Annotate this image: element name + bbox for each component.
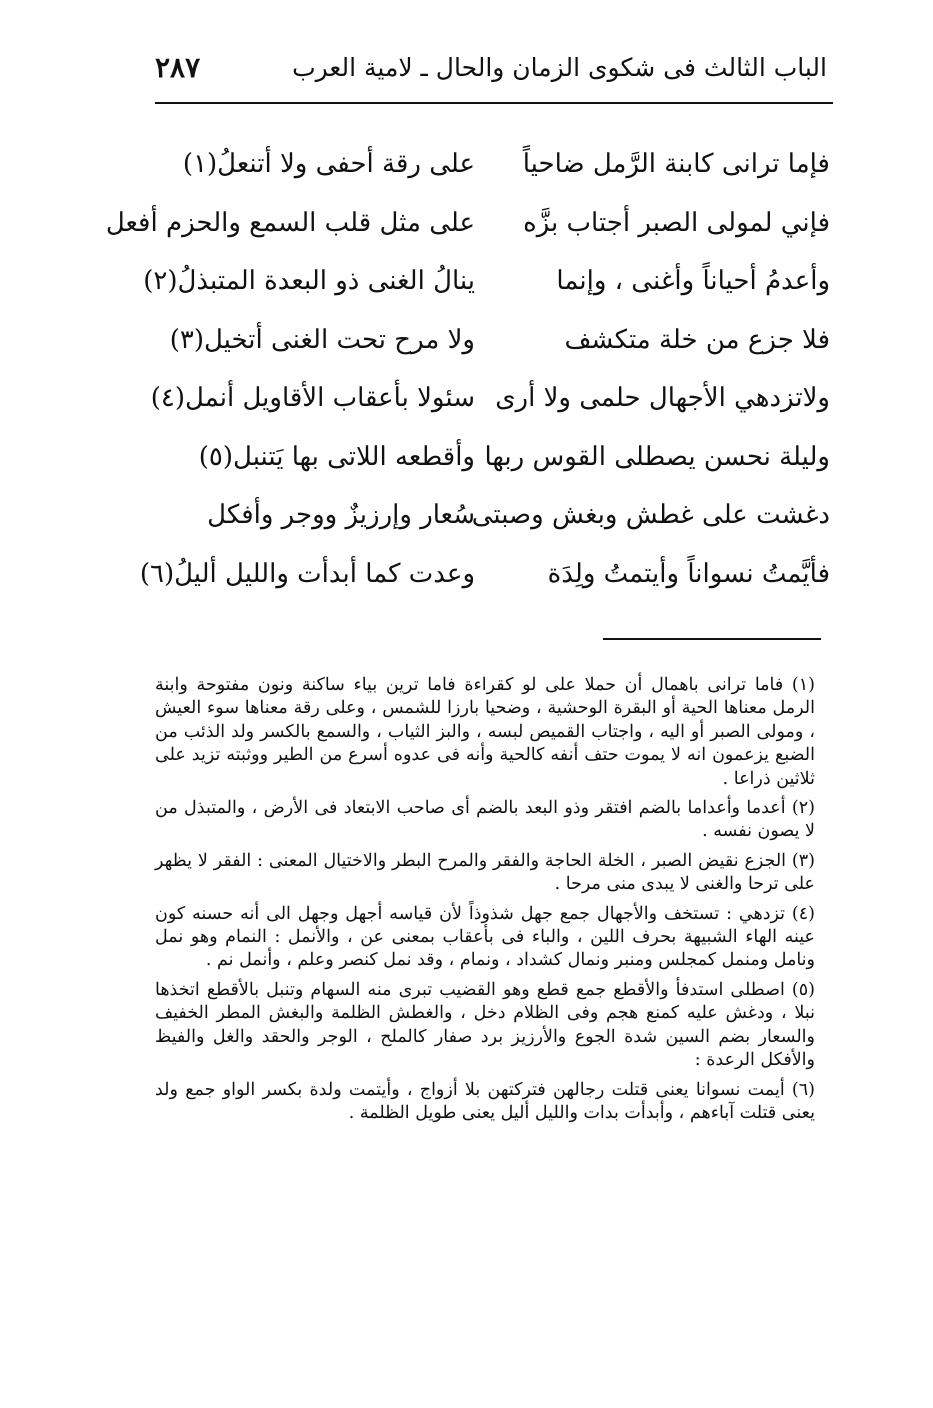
verse [139, 545, 830, 604]
footnote-6: (٦) أيمت نسوانا يعنى قتلت رجالهن فتركتهن بلا أزواج ، وأيتمت ولدة بكسر الواو جمع ولد يعنى قتلت آباءهم ، وأبدأت بدات والليل أليل يعنى طويل الظلمة . [155, 1079, 815, 1123]
footnotes [155, 674, 815, 1131]
verse-second-hemistich: على مثل قلب السمع والحزم أفعل [105, 207, 475, 238]
verse-first-hemistich: فإني لمولى الصبر أجتاب بزَّه [523, 207, 830, 238]
running-header [155, 42, 827, 92]
verse-second-hemistich: وعدت كما أبدأت والليل أليلُ(٦) [139, 558, 475, 589]
footnote-4: (٤) تزدهي : تستخف والأجهال جمع جهل شذوذاً لأن قياسه أجهل وجهل الى أنه حسنه كون عينه الهاء الشبيهة بحرف اللين ، والباء فى بأعقاب بمعنى عن ، والأنمل : النمام وهو نمل ونامل ومنمل كمجلس ومنبر ونمال كشداد ، ونمام ، وقد نمل كنصر وعلم ، وأنمل نم . [155, 903, 815, 971]
verse-first-hemistich: ولاتزدهي الأجهال حلمى ولا أرى [495, 383, 830, 414]
verse-first-hemistich: فإما ترانى كابنة الرَّمل ضاحياً [522, 149, 830, 180]
verse-second-hemistich: سئولا بأعقاب الأقاويل أنمل(٤) [150, 383, 475, 414]
page-number: ٢٨٧ [155, 50, 201, 84]
footnote-1: (١) فاما ترانى باهمال أن حملا على لو كقراءة فاما ترين بياء ساكنة ونون مفتوحة وابنة الرمل معناها الحية أو البقرة الوحشية ، وضحيا بارزا للشمس ، وعلى رقة معناها سوء العيش ، ومولى الصبر أو اليه ، واجتاب القميص لبسه ، والبز الثياب ، والسمع بالكسر ولد الذئب من الضبع يزعمون انه لا يموت حتف أنفه كالحية وأنه فى عدوه أسرع من الطير ووثبته تزيد على ثلاثين ذراعا . [155, 675, 815, 789]
running-title: الباب الثالث فى شكوى الزمان والحال ـ لامية العرب [292, 52, 827, 82]
verse [143, 252, 830, 311]
header-rule [155, 102, 833, 104]
verse-second-hemistich: على رقة أحفى ولا أتنعلُ(١) [182, 149, 475, 180]
verse-second-hemistich: ولا مرح تحت الغنى أتخيل(٣) [169, 324, 475, 355]
footnote-5: (٥) اصطلى استدفأ والأقطع جمع قطع وهو القضيب تبرى منه السهام وتنبل بالأقطع اتخذها نبلا ، ودغش عليه كمنع هجم وفى الظلام دخل ، والغطش الظلمة والبغش المطر الخفيف والسعار بضم السين شدة الجوع والأرزيز برد صفار كالملح ، الوجر والحقد والغل والفيظ والأفكل الرعدة : [155, 979, 815, 1071]
verse-first-hemistich: وأعدمُ أحياناً وأغنى ، وإنما [556, 266, 830, 297]
verse [150, 135, 830, 194]
footnote-separator-rule [603, 638, 821, 640]
verse-first-hemistich: فأيَّمتُ نسواناً وأيتمتُ ولِدَة [547, 558, 830, 589]
verse [150, 428, 830, 487]
poem [105, 135, 830, 603]
verse [150, 369, 830, 428]
verse-second-hemistich: سُعار وإرزيزٌ ووجر وأفكل [207, 500, 475, 531]
footnote-2: (٢) أعدما وأعداما بالضم افتقر وذو البعد بالضم أى صاحب الابتعاد فى الأرض ، والمتبذل من لا يصون نفسه . [155, 798, 815, 842]
footnote-3: (٣) الجزع نقيض الصبر ، الخلة الحاجة والفقر والمرح البطر والاختيال المعنى : الفقر لا يظهر على ترحا والغنى لا يبدى منى مرحا . [155, 850, 815, 895]
verse-first-hemistich: فلا جزع من خلة متكشف [564, 324, 830, 355]
verse [150, 486, 830, 545]
verse [150, 311, 830, 370]
verse [105, 194, 830, 253]
verse-first-hemistich: وليلة نحسن يصطلى القوس ربها [484, 441, 830, 472]
verse-first-hemistich: دغشت على غطش وبغش وصبتى [471, 500, 830, 531]
verse-second-hemistich: ينالُ الغنى ذو البعدة المتبذلُ(٢) [143, 266, 475, 297]
verse-second-hemistich: وأقطعه اللاتى بها يَتنبل(٥) [198, 441, 475, 472]
